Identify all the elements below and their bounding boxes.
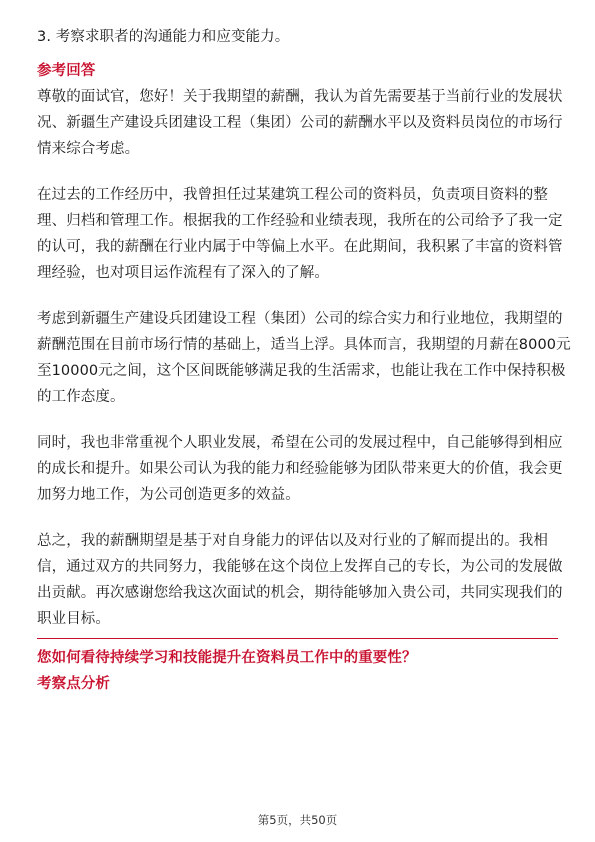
- answer-paragraph-3: [37, 306, 571, 410]
- paragraph-line: 情来综合考虑。: [37, 141, 140, 157]
- paragraph-line: 至10000元之间，这个区间既能够满足我的生活需求，也能让我在工作中保持积极: [37, 363, 566, 379]
- analysis-heading: 考察点分析: [37, 676, 110, 692]
- paragraph-line: 的工作态度。: [37, 389, 125, 405]
- paragraph-line: 薪酬范围在目前市场行情的基础上，适当上浮。具体而言，我期望的月薪在8000元: [37, 337, 571, 353]
- paragraph-line: 加努力地工作，为公司创造更多的效益。: [37, 487, 300, 503]
- answer-paragraph-5: [37, 528, 563, 632]
- question-note: 3. 考察求职者的沟通能力和应变能力。: [37, 29, 290, 45]
- next-question: 您如何看待持续学习和技能提升在资料员工作中的重要性？: [37, 650, 417, 666]
- paragraph-line: 的成长和提升。如果公司认为我的能力和经验能够为团队带来更大的价值，我会更: [37, 461, 563, 477]
- paragraph-line: 出贡献。再次感谢您给我这次面试的机会，期待能够加入贵公司，共同实现我们的: [37, 585, 563, 601]
- paragraph-line: 况、新疆生产建设兵团建设工程（集团）公司的薪酬水平以及资料员岗位的市场行: [37, 115, 563, 131]
- paragraph-line: 同时，我也非常重视个人职业发展，希望在公司的发展过程中，自己能够得到相应: [37, 435, 563, 451]
- paragraph-line: 总之，我的薪酬期望是基于对自身能力的评估以及对行业的了解而提出的。我相: [37, 533, 548, 549]
- paragraph-line: 理经验，也对项目运作流程有了深入的了解。: [37, 265, 329, 281]
- paragraph-line: 尊敬的面试官，您好！关于我期望的薪酬，我认为首先需要基于当前行业的发展状: [37, 89, 563, 105]
- answer-paragraph-2: [37, 182, 563, 286]
- paragraph-line: 在过去的工作经历中，我曾担任过某建筑工程公司的资料员，负责项目资料的整: [37, 187, 548, 203]
- section-divider: [37, 638, 558, 639]
- paragraph-line: 职业目标。: [37, 611, 110, 627]
- paragraph-line: 信，通过双方的共同努力，我能够在这个岗位上发挥自己的专长，为公司的发展做: [37, 559, 563, 575]
- paragraph-line: 理、归档和管理工作。根据我的工作经验和业绩表现，我所在的公司给予了我一定: [37, 213, 563, 229]
- answer-paragraph-1: [37, 84, 563, 162]
- answer-heading: 参考回答: [37, 63, 96, 79]
- paragraph-line: 考虑到新疆生产建设兵团建设工程（集团）公司的综合实力和行业地位，我期望的: [37, 311, 563, 327]
- page-number-footer: 第5页，共50页: [257, 813, 338, 827]
- paragraph-line: 的认可，我的薪酬在行业内属于中等偏上水平。在此期间，我积累了丰富的资料管: [37, 239, 563, 255]
- answer-paragraph-4: [37, 430, 563, 508]
- page-content: [37, 24, 571, 697]
